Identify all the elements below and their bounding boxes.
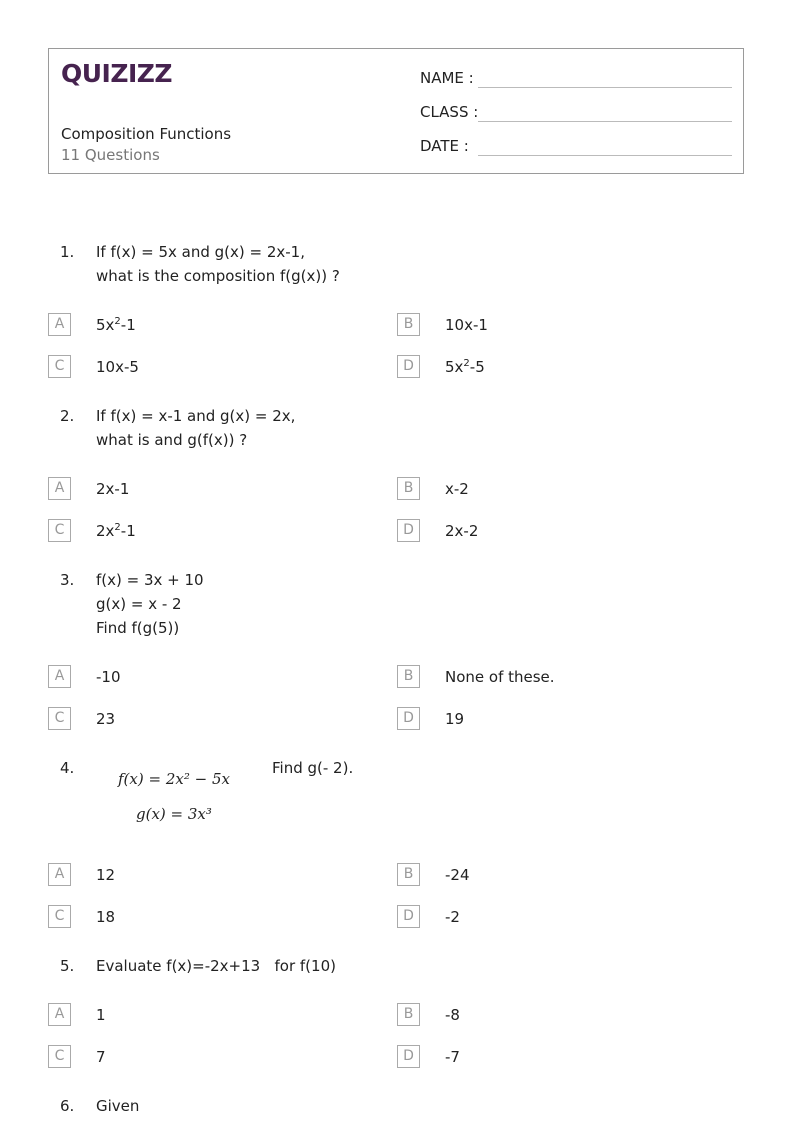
question-2-line-1: If f(x) = x-1 and g(x) = 2x, bbox=[96, 407, 296, 425]
q3-option-c-box[interactable]: C bbox=[48, 707, 71, 730]
question-4-number: 4. bbox=[60, 759, 75, 777]
quizizz-logo: QUIZIZZ bbox=[61, 59, 173, 88]
q3-option-a-box[interactable]: A bbox=[48, 665, 71, 688]
question-3-line-2: g(x) = x - 2 bbox=[96, 595, 182, 613]
question-count: 11 Questions bbox=[61, 146, 160, 164]
q2-option-c-box[interactable]: C bbox=[48, 519, 71, 542]
question-2-text bbox=[96, 404, 295, 452]
question-6-number: 6. bbox=[60, 1097, 75, 1115]
q1-option-d-text: $5x^2-5$ bbox=[445, 358, 485, 376]
q5-option-b-box[interactable]: B bbox=[397, 1003, 420, 1026]
q2-option-b-text: x-2 bbox=[445, 480, 469, 498]
name-label: NAME : bbox=[420, 69, 474, 87]
question-3-line-1: f(x) = 3x + 10 bbox=[96, 571, 204, 589]
question-3-text bbox=[96, 568, 204, 640]
q4-option-d-box[interactable]: D bbox=[397, 905, 420, 928]
class-label: CLASS : bbox=[420, 103, 479, 121]
q1-option-c-box[interactable]: C bbox=[48, 355, 71, 378]
q3-option-b-text: None of these. bbox=[445, 668, 555, 686]
question-4-text: Find g(- 2). bbox=[272, 759, 354, 777]
q4-option-a-text: 12 bbox=[96, 866, 116, 884]
question-1-text bbox=[96, 240, 340, 288]
q1-option-b-box[interactable]: B bbox=[397, 313, 420, 336]
q4-option-a-box[interactable]: A bbox=[48, 863, 71, 886]
question-3-number: 3. bbox=[60, 571, 75, 589]
worksheet-title: Composition Functions bbox=[61, 125, 232, 143]
q4-option-c-text: 18 bbox=[96, 908, 116, 926]
q5-option-d-text: -7 bbox=[445, 1048, 460, 1066]
class-line bbox=[478, 121, 732, 122]
question-2-line-2: what is and g(f(x)) ? bbox=[96, 431, 248, 449]
q3-option-b-box[interactable]: B bbox=[397, 665, 420, 688]
question-5-text: Evaluate f(x)=-2x+13 for f(10) bbox=[96, 957, 336, 975]
q2-option-b-box[interactable]: B bbox=[397, 477, 420, 500]
question-3-line-3: Find f(g(5)) bbox=[96, 619, 180, 637]
q1-option-a-text: $5x^2-1$ bbox=[96, 316, 136, 334]
q1-option-d-box[interactable]: D bbox=[397, 355, 420, 378]
worksheet-header bbox=[48, 48, 744, 174]
q2-option-d-text: 2x-2 bbox=[445, 522, 479, 540]
q3-option-d-text: 19 bbox=[445, 710, 465, 728]
q5-option-a-box[interactable]: A bbox=[48, 1003, 71, 1026]
q4-option-d-text: -2 bbox=[445, 908, 460, 926]
question-1-number: 1. bbox=[60, 243, 75, 261]
date-label: DATE : bbox=[420, 137, 469, 155]
question-4-formula-g: g(x) = 3x³ bbox=[136, 805, 212, 823]
q3-option-a-text: -10 bbox=[96, 668, 121, 686]
q3-option-c-text: 23 bbox=[96, 710, 116, 728]
q1-option-c-text: 10x-5 bbox=[96, 358, 139, 376]
question-5-number: 5. bbox=[60, 957, 75, 975]
q4-option-c-box[interactable]: C bbox=[48, 905, 71, 928]
q5-option-c-box[interactable]: C bbox=[48, 1045, 71, 1068]
question-1-line-2: what is the composition f(g(x)) ? bbox=[96, 267, 340, 285]
question-6-text: Given bbox=[96, 1097, 140, 1115]
q1-option-b-text: 10x-1 bbox=[445, 316, 488, 334]
q5-option-b-text: -8 bbox=[445, 1006, 460, 1024]
q2-option-c-text: $2x^2-1$ bbox=[96, 522, 136, 540]
q3-option-d-box[interactable]: D bbox=[397, 707, 420, 730]
q5-option-a-text: 1 bbox=[96, 1006, 106, 1024]
q2-option-a-box[interactable]: A bbox=[48, 477, 71, 500]
question-4-formula-f: f(x) = 2x² − 5x bbox=[118, 770, 230, 788]
question-1-line-1: If f(x) = 5x and g(x) = 2x-1, bbox=[96, 243, 305, 261]
q2-option-d-box[interactable]: D bbox=[397, 519, 420, 542]
date-line bbox=[478, 155, 732, 156]
q2-option-a-text: 2x-1 bbox=[96, 480, 130, 498]
q5-option-d-box[interactable]: D bbox=[397, 1045, 420, 1068]
name-line bbox=[478, 87, 732, 88]
q5-option-c-text: 7 bbox=[96, 1048, 106, 1066]
q1-option-a-box[interactable]: A bbox=[48, 313, 71, 336]
q4-option-b-text: -24 bbox=[445, 866, 470, 884]
q4-option-b-box[interactable]: B bbox=[397, 863, 420, 886]
question-2-number: 2. bbox=[60, 407, 75, 425]
